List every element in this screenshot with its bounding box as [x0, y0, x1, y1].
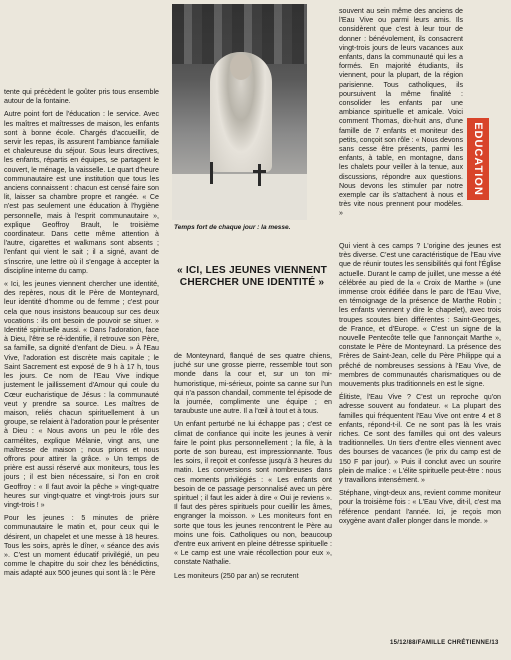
mass-photo — [172, 4, 307, 220]
altar — [172, 174, 307, 220]
paragraph: Qui vient à ces camps ? L'origine des jeunes est très diverse. C'est une caractéristique de l'Eau vive que de réunir toutes les sensibilités qui font l'Église actuelle. Durant le camp de juillet, une messe a été célébrée au pied de la « Croix de Marthe » (une immense croix édifiée dans le parc de l'Eau Vive, en témoignage de la présence de Marthe Robin ; les enfants viennent y dire le chapelet), avec trois troupes scoutes bien différentes : Saint-Georges, de France, et d'Europe. « C'est un signe de la nouvelle Pentecôte telle que l'annonçait Marthe », constate le Père de Monteynard. La présence des Frères de Saint-Jean, celle du Père Philippe qui a prêché de nombreuses sessions à l'Eau Vive, de membres de communautés charismatiques ou de mouvements plus traditionnels en est le signe. — [339, 242, 501, 389]
section-tag — [467, 118, 489, 200]
paragraph: Pour les jeunes : 5 minutes de prière communautaire le matin et, pour ceux qui le désirent, un chapelet et une messe à 18 heures. Tous les soirs, après le dîner, « séance des avis ». C'est un moment éducatif privilégié, un peu comme le chapitre du soir chez les bénédictins, mais adapté aux 500 jeunes qui sont là : le Père — [4, 514, 159, 578]
paragraph: tente qui précèdent le goûter pris tous ensemble autour de la fontaine. — [4, 88, 159, 106]
paragraph: Un enfant perturbé ne lui échappe pas ; c'est ce climat de confiance qui incite les jeunes à venir faire le point plus personnellement ; la file, à la porte de son bureau, est impressionnante. Tous les soirs, il reçoit et confesse jusqu'à 3 heures du matin. Les conversions sont nombreuses dans ces moments privilégiés : « Les enfants ont besoin de ce passage personnalisé avec un père spirituel ; il faut les aider à dire « Oui je reviens ». Il faut des pères spirituels pour cueillir les âmes, engranger la moisson. » Les moniteurs font en sorte que tous les jeunes rencontrent le Père au moins une fois. Catholiques ou non, beaucoup d'entre eux arrivent en pleine détresse spirituelle : « Le camp est une vraie récollection pour eux », constate Nathalie. — [174, 420, 332, 567]
column-1 — [4, 88, 159, 583]
section-tag-label: EDUCATION — [472, 122, 484, 196]
cross-bar — [253, 170, 266, 173]
paragraph: souvent au sein même des anciens de l'Eau Vive ou parmi leurs amis. Ils considèrent que c'est à leur tour de donner : bénévolement, ils consacrent vingt-trois jours de leurs vacances aux enfants, dans la communauté qui les a formés. En majorité étudiants, ils viennent, pour la plupart, de la région parisienne. Tous catholiques, ils poursuivent la même finalité : consolider les enfants par une ambiance spirituelle et amicale. Voici comment Thomas, dix-huit ans, d'une famille de 7 enfants et moniteur des petits, conçoit son rôle : « Nous devons sans cesse être présents, parmi les enfants, à table, en montagne, dans les chalets pour veiller à la tenue, aux discussions, répondre aux questions. Nous devons les stimuler par notre exemple car ils s'attachent à nous et très vite nous prennent pour modèles. » — [339, 7, 463, 218]
paragraph: « Ici, les jeunes viennent chercher une identité, des repères, nous dit le Père de Monteynard, leur identité d'homme ou de femme ; c'est pour cela que nous insistons beaucoup sur ces deux vocations : ils ont besoin de pouvoir se situer. » Identité spirituelle aussi. « Dans l'adoration, face à Dieu, l'être se ré-identifie, il retrouve son Père, sa famille, sa dignité d'enfant de Dieu. » À l'Eau Vive, l'adoration est discrète mais capitale ; le Saint Sacrement est exposé de 9 h à 17 h, tous les jours. Ce nom de l'Eau Vive indique justement le jaillissement d'Amour qui coule du Cœur eucharistique de Jésus : la communauté veut y prendre sa source. Les maîtres de maison, reliés chacun spirituellement à un groupe, se relaient à l'adoration pour le présenter à Dieu : « Nous avons un peu le rôle des carmélites, explique Mélanie, vingt ans, une maîtresse de maison ; nous prions et nous offrons pour attirer la grâce. » Un temps de prière est aussi réservé aux moniteurs, tous les jours ; il est bien nécessaire, si l'on en croit Geoffroy : « Il faut avoir la pêche » vingt-quatre heures sur vingt-quatre et vingt-trois jours sur vingt-trois ! » — [4, 280, 159, 509]
paragraph: de Monteynard, flanqué de ses quatre chiens, juché sur une grosse pierre, ressemble tout son monde dans la cour et, sur un ton mi-humoristique, mi-sérieux, pointe sa canne sur l'un qui n'a passon chandail, commente tel épisode de la journée, complimente une équipe ; en taraubuste une autre. Il a l'œil à tout et à tous. — [174, 352, 332, 416]
page-footer: 15/12/88/FAMILLE CHRÉTIENNE/13 — [390, 640, 499, 646]
priest-head — [230, 54, 252, 80]
column-3 — [339, 7, 463, 223]
paragraph: Stéphane, vingt-deux ans, revient comme moniteur pour la troisième fois : « L'Eau Vive, dit-il, c'est ma référence pendant l'année. Ici, je reçois mon oxygène avant d'aller plonger dans le monde. » — [339, 489, 501, 525]
paragraph: Autre point fort de l'éducation : le service. Avec les maîtres et maîtresses de maison, les enfants sont à bonne école. Chargés d'accueillir, de servir les repas, ils assurent l'ambiance familiale et chaleureuse du séjour. Sous leurs directives, les enfants, répartis en équipes, se partagent le couvert, le ménage, la vaisselle. Le quart d'heure communautaire est une institution que tous les anciens connaissent : chacun est censé faire son lit, laisser sa chambre propre et rangée. « Ce n'est pas seulement une éducation à l'hygiène personnelle, mais à l'esprit communautaire », explique Geoffroy Brault, le troisième coordinateur. Dans cette même attention à l'autre, cigarettes et walkmans sont absents ; l'enfant qui vient le sait ; il a signé, avant de s'inscrire, une lettre où il s'engage à accepter la discipline interne du camp. — [4, 110, 159, 275]
candle — [210, 162, 213, 184]
photo-caption: Temps fort de chaque jour : la messe. — [174, 224, 291, 231]
paragraph: Les moniteurs (250 par an) se recrutent — [174, 571, 299, 580]
column-2 — [174, 352, 332, 585]
paragraph: Élitiste, l'Eau Vive ? C'est un reproche qu'on adresse souvent au fondateur. « La plupart des familles qui fréquentent l'Eau Vive ont entre 4 et 8 enfants, répond-t-il. Ce ne sont pas là les vrais riches. Ce sont des familles qui ont des valeurs traditionnelles. Un tiers d'entre elles viennent avec des bourses de vacances (le prix du camp est de 150 F par jour). » Puis il conclut avec un sourire plein de malice : « L'élite spirituelle peut-être : nous y travaillons intensément. » — [339, 393, 501, 485]
cross-icon — [258, 164, 261, 186]
pull-quote: « ICI, LES JEUNES VIENNENT CHERCHER UNE IDENTITÉ » — [176, 265, 328, 288]
column-4 — [339, 242, 501, 530]
